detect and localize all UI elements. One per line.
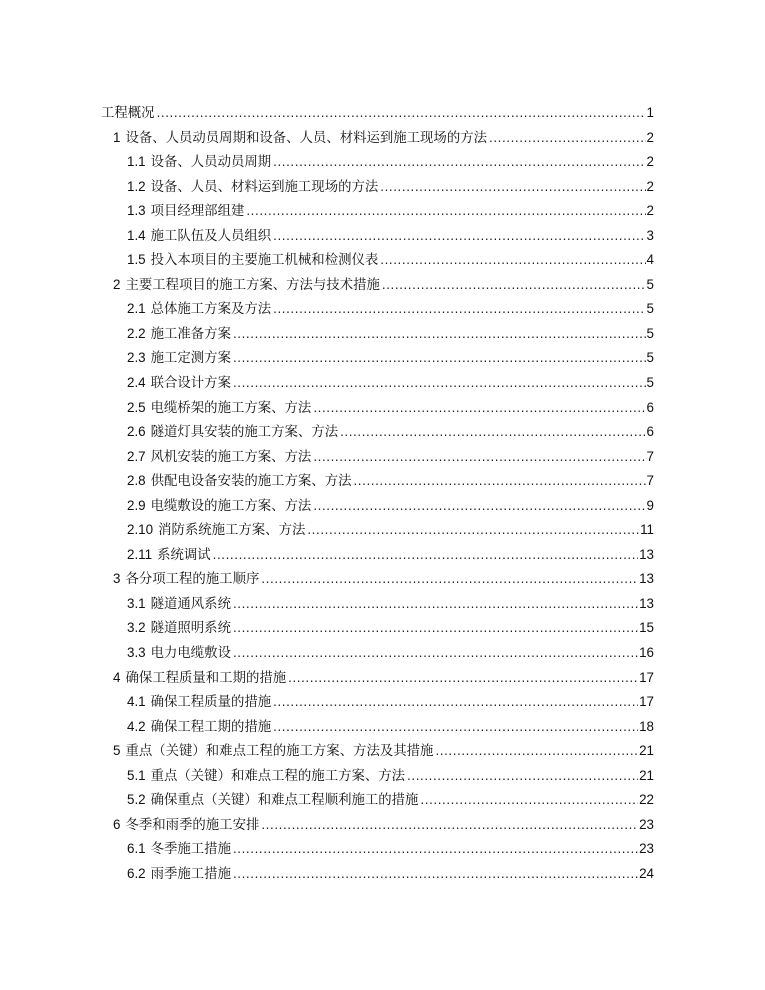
toc-entry-text [127,150,273,175]
toc-entry-number: 2.10 [127,522,154,538]
toc-entry-text [127,715,273,740]
toc-entry-number: 1 [113,129,121,145]
toc-entry-page-number: 18 [639,718,654,734]
toc-entry[interactable] [101,641,654,666]
toc-entry-number: 1.5 [127,252,146,268]
toc-entry-text [127,297,273,322]
toc-dot-leader [233,641,638,666]
toc-entry-text [113,666,288,691]
toc-entry-title: 供配电设备安装的施工方案、方法 [150,474,352,490]
toc-entry-text [127,199,246,224]
toc-entry[interactable] [101,199,654,224]
toc-entry-page-number: 11 [640,522,654,538]
toc-entry-number: 2.4 [127,375,146,391]
toc-entry-title: 电缆桥架的施工方案、方法 [150,400,312,416]
toc-entry-page-number: 5 [646,325,654,341]
toc-entry[interactable] [101,150,654,175]
toc-entry[interactable] [101,592,654,617]
toc-entry[interactable] [101,862,654,887]
toc-entry-page-number: 13 [639,595,654,611]
toc-dot-leader [420,788,638,813]
toc-dot-leader [246,199,645,224]
toc-entry-text [101,102,157,126]
toc-entry-text [113,739,435,764]
toc-entry[interactable] [101,567,654,592]
toc-entry-title: 主要工程项目的施工方案、方法与技术措施 [125,277,380,293]
toc-entry-title: 消防系统施工方案、方法 [158,523,306,539]
toc-entry-title: 隧道照明系统 [150,621,231,637]
toc-dot-leader [273,224,645,249]
toc-entry[interactable] [101,616,654,641]
toc-dot-leader [382,273,646,298]
toc-entry-text [127,322,233,347]
toc-entry-page-number: 16 [639,645,654,661]
toc-dot-leader [353,469,645,494]
toc-entry-title: 施工队伍及人员组织 [150,228,272,244]
toc-entry-page-number: 6 [646,399,654,415]
toc-entry-text [127,641,233,666]
toc-entry-title: 确保重点（关键）和难点工程顺利施工的措施 [150,793,419,809]
toc-entry-title: 风机安装的施工方案、方法 [150,449,312,465]
toc-entry-text [113,273,382,298]
toc-entry[interactable] [101,273,654,298]
toc-entry[interactable] [101,297,654,322]
toc-entry-title: 施工准备方案 [150,326,231,342]
toc-entry-page-number: 22 [639,792,654,808]
toc-entry[interactable] [101,224,654,249]
toc-entry-title: 各分项工程的施工顺序 [125,572,260,588]
toc-entry-page-number: 4 [646,252,654,268]
toc-entry-title: 设备、人员动员周期 [150,155,272,171]
toc-entry-page-number: 5 [646,375,654,391]
toc-entry-title: 电力电缆敷设 [150,646,231,662]
toc-entry-page-number: 2 [646,203,654,219]
toc-entry-page-number: 23 [639,841,654,857]
toc-entry-number: 1.1 [127,154,146,170]
toc-entry-text [127,616,233,641]
toc-entry-number: 5.2 [127,792,146,808]
toc-entry[interactable] [101,813,654,838]
toc-entry-title: 设备、人员、材料运到施工现场的方法 [150,179,379,195]
toc-entry-number: 3.1 [127,595,146,611]
toc-entry[interactable] [101,666,654,691]
toc-dot-leader [233,837,638,862]
toc-entry-number: 2.1 [127,301,146,317]
toc-dot-leader [157,101,646,126]
toc-dot-leader [213,543,638,568]
toc-entry-number: 3.2 [127,620,146,636]
toc-entry-page-number: 7 [646,473,654,489]
toc-entry-number: 1.4 [127,227,146,243]
toc-entry-number: 2.2 [127,325,146,341]
toc-dot-leader [340,420,645,445]
toc-entry-number: 2.6 [127,424,146,440]
toc-entry-page-number: 24 [639,865,654,881]
toc-entry[interactable] [101,396,654,421]
toc-entry-title: 系统调试 [157,547,211,563]
toc-entry-title: 确保工程工期的措施 [150,719,272,735]
toc-entry-page-number: 5 [646,301,654,317]
toc-entry[interactable] [101,420,654,445]
toc-dot-leader [233,322,646,347]
toc-dot-leader [489,126,646,151]
toc-dot-leader [273,690,638,715]
toc-entry-text [127,690,273,715]
toc-entry[interactable] [101,126,654,151]
toc-entry[interactable] [101,469,654,494]
toc-entry-title: 投入本项目的主要施工机械和检测仪表 [150,253,379,269]
toc-dot-leader [313,494,645,519]
toc-entry-title: 确保工程质量和工期的措施 [125,670,287,686]
toc-entry-page-number: 5 [646,276,654,292]
toc-entry-text [113,126,489,151]
toc-entry-number: 5 [113,743,121,759]
toc-entry-number: 3 [113,571,121,587]
toc-dot-leader [233,862,638,887]
toc-entry[interactable] [101,518,654,543]
toc-entry-number: 2.9 [127,497,146,513]
toc-entry-number: 3.3 [127,645,146,661]
toc-entry[interactable] [101,837,654,862]
toc-dot-leader [273,150,645,175]
toc-entry[interactable] [101,346,654,371]
toc-entry-page-number: 17 [639,669,654,685]
toc-dot-leader [233,371,646,396]
toc-entry-number: 2.3 [127,350,146,366]
toc-entry-number: 1.3 [127,203,146,219]
toc-entry-text [127,175,380,200]
toc-dot-leader [273,297,645,322]
toc-dot-leader [380,175,645,200]
toc-entry-page-number: 2 [646,154,654,170]
toc-entry-page-number: 7 [646,448,654,464]
toc-dot-leader [288,666,638,691]
toc-entry-page-number: 6 [646,424,654,440]
toc-entry-text [127,396,313,421]
toc-entry-number: 2.8 [127,473,146,489]
toc-entry-number: 2 [113,276,121,292]
toc-entry[interactable] [101,739,654,764]
toc-entry-page-number: 21 [639,767,654,783]
toc-entry-title: 雨季施工措施 [150,866,231,882]
toc-dot-leader [435,739,638,764]
toc-entry-text [127,346,233,371]
toc-entry-text [127,592,233,617]
toc-entry-text [127,469,353,494]
toc-dot-leader [313,396,645,421]
toc-entry-title: 冬季施工措施 [150,842,231,858]
toc-entry-page-number: 15 [639,620,654,636]
toc-entry-text [127,788,420,813]
toc-entry-title: 确保工程质量的措施 [150,695,272,711]
toc-entry-page-number: 13 [639,546,654,562]
toc-entry-page-number: 17 [639,694,654,710]
toc-entry-page-number: 3 [646,227,654,243]
toc-entry[interactable] [101,175,654,200]
toc-entry-title: 总体施工方案及方法 [150,302,272,318]
toc-dot-leader [233,346,646,371]
toc-entry-title: 重点（关键）和难点工程的施工方案、方法 [150,768,406,784]
toc-entry-title: 隧道灯具安装的施工方案、方法 [150,425,339,441]
toc-entry[interactable] [101,690,654,715]
toc-entry-text [127,420,340,445]
toc-entry-number: 2.7 [127,448,146,464]
toc-entry-page-number: 2 [646,129,654,145]
toc-entry-number: 1.2 [127,178,146,194]
toc-entry[interactable] [101,248,654,273]
toc-entry-text [127,862,233,887]
table-of-contents [101,101,654,887]
toc-entry-text [127,518,307,543]
toc-entry-title: 工程概况 [101,106,155,121]
toc-entry-number: 2.11 [127,546,153,562]
toc-entry-page-number: 2 [646,178,654,194]
toc-entry-title: 电缆敷设的施工方案、方法 [150,498,312,514]
toc-entry-number: 4.1 [127,694,146,710]
toc-entry[interactable] [101,322,654,347]
toc-entry-title: 隧道通风系统 [150,596,231,612]
toc-dot-leader [233,616,638,641]
toc-entry-page-number: 9 [646,497,654,513]
toc-entry-title: 联合设计方案 [150,376,231,392]
toc-dot-leader [261,813,638,838]
toc-dot-leader [313,445,645,470]
toc-entry-text [127,494,313,519]
toc-entry[interactable] [101,788,654,813]
toc-entry-page-number: 5 [646,350,654,366]
toc-entry-title: 冬季和雨季的施工安排 [125,817,260,833]
toc-entry-page-number: 13 [639,571,654,587]
toc-dot-leader [307,518,639,543]
toc-entry-text [127,224,273,249]
toc-entry-text [127,248,380,273]
toc-entry-title: 设备、人员动员周期和设备、人员、材料运到施工现场的方法 [125,130,487,146]
toc-entry-text [127,371,233,396]
toc-entry-title: 项目经理部组建 [150,204,245,220]
toc-entry-number: 6 [113,816,121,832]
toc-entry-text [127,543,213,568]
toc-entry-title: 施工定测方案 [150,351,231,367]
toc-entry[interactable] [101,715,654,740]
toc-entry[interactable] [101,494,654,519]
toc-entry-page-number: 1 [646,105,654,120]
toc-entry[interactable] [101,101,654,126]
toc-dot-leader [233,592,638,617]
toc-dot-leader [407,764,638,789]
toc-entry-page-number: 21 [639,743,654,759]
toc-entry-number: 4 [113,669,121,685]
toc-entry-text [127,764,407,789]
toc-entry-page-number: 23 [639,816,654,832]
toc-entry[interactable] [101,445,654,470]
toc-dot-leader [273,715,638,740]
toc-dot-leader [380,248,645,273]
toc-entry-text [113,813,261,838]
toc-entry-number: 6.1 [127,841,146,857]
toc-entry-number: 4.2 [127,718,146,734]
toc-entry-text [127,837,233,862]
toc-entry-text [113,567,261,592]
toc-entry[interactable] [101,764,654,789]
toc-entry-number: 5.1 [127,767,146,783]
toc-dot-leader [261,567,638,592]
toc-entry-title: 重点（关键）和难点工程的施工方案、方法及其措施 [125,744,434,760]
toc-entry[interactable] [101,543,654,568]
toc-entry-number: 2.5 [127,399,146,415]
toc-entry[interactable] [101,371,654,396]
toc-entry-text [127,445,313,470]
toc-entry-number: 6.2 [127,865,146,881]
